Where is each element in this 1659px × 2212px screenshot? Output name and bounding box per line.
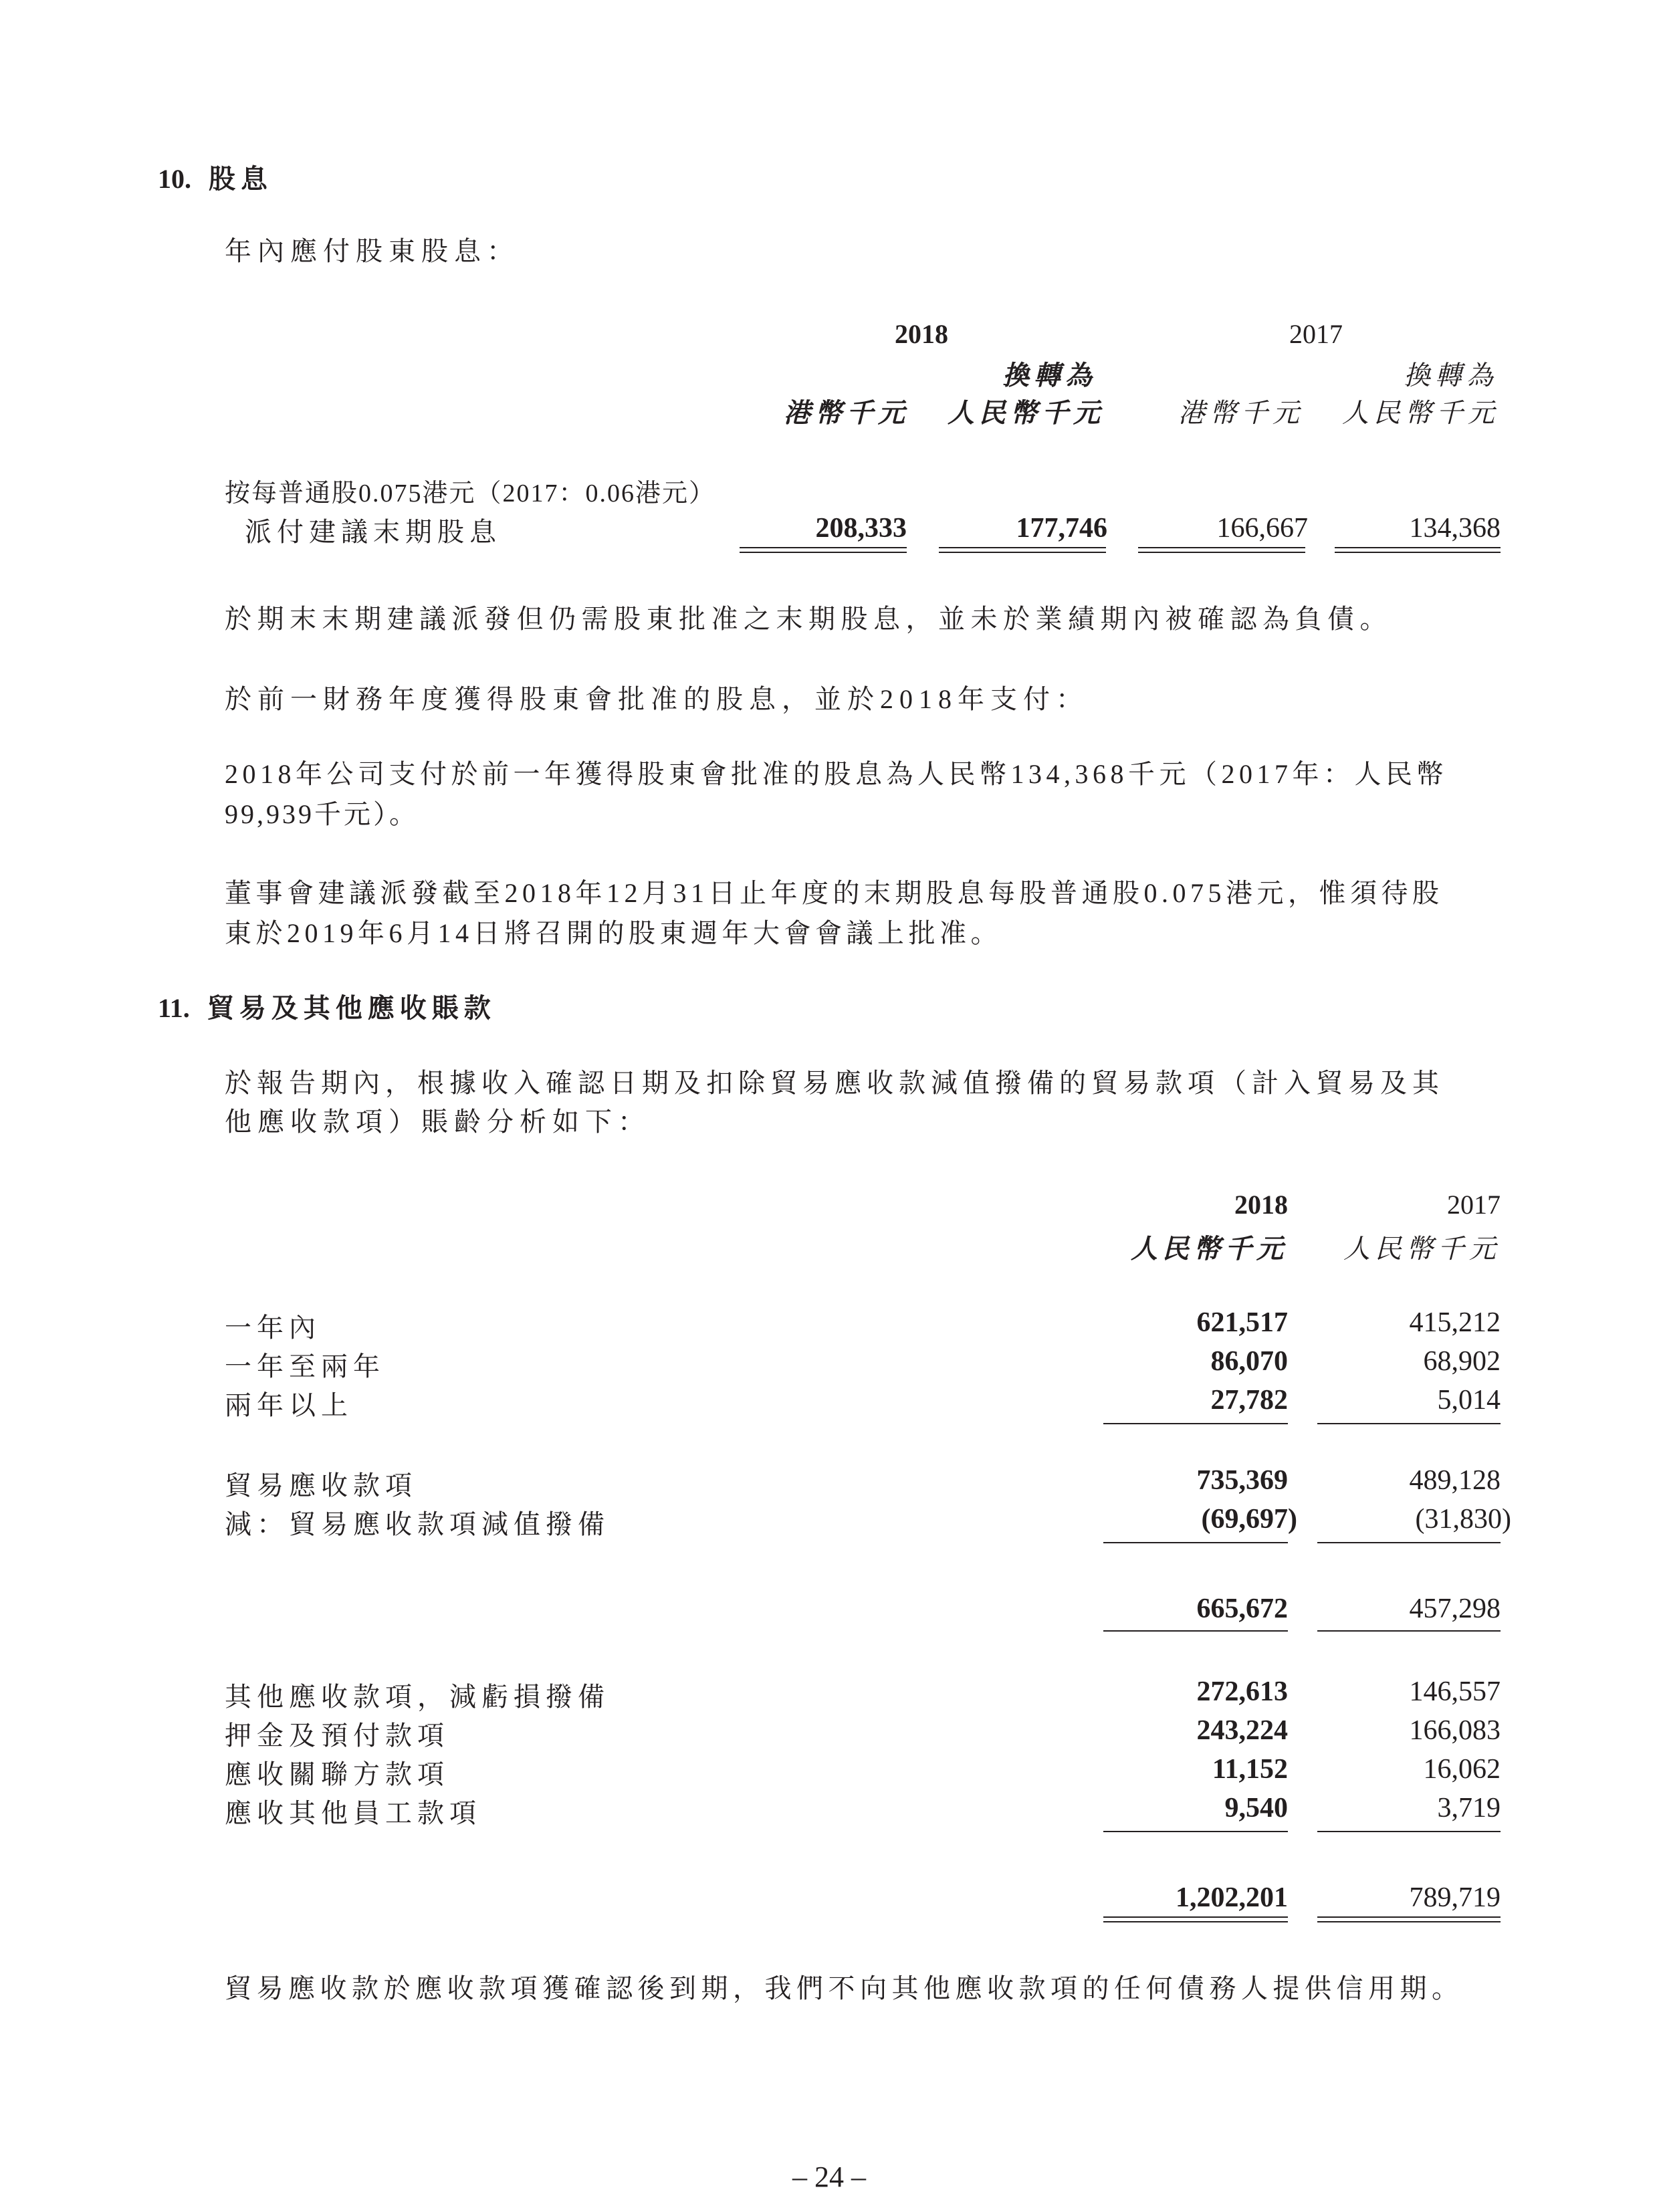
dividend-2018-rmb-label: 人民幣千元 bbox=[948, 398, 1105, 428]
section-11-heading bbox=[158, 987, 496, 1025]
other-2018-underline bbox=[1103, 1831, 1288, 1832]
trade-row-2017: 489,128 bbox=[1409, 1465, 1501, 1496]
total-2017-double-underline bbox=[1317, 1916, 1501, 1922]
aging-row-label: 一年至兩年 bbox=[225, 1351, 385, 1381]
dividend-2017-hkd-value: 166,667 bbox=[1216, 513, 1308, 544]
other-row-label: 應收關聯方款項 bbox=[225, 1759, 449, 1789]
other-row-2018: 9,540 bbox=[1224, 1793, 1288, 1823]
trade-row-label: 減：貿易應收款項減值撥備 bbox=[225, 1509, 610, 1539]
other-row-2018: 272,613 bbox=[1196, 1676, 1288, 1707]
total-2018-double-underline bbox=[1103, 1916, 1288, 1922]
dividend-2017-rmb-label: 人民幣千元 bbox=[1342, 398, 1499, 428]
section-10-para-4-line-2: 東於2019年6月14日將召開的股東週年大會會議上批准。 bbox=[225, 918, 1002, 948]
dividend-row-label-line2: 派付建議末期股息 bbox=[245, 517, 502, 547]
section-11-intro-line-2: 他應收款項）賬齡分析如下： bbox=[225, 1107, 651, 1137]
other-row-2017: 3,719 bbox=[1437, 1793, 1501, 1823]
aging-row-2017: 5,014 bbox=[1437, 1385, 1501, 1416]
other-row-2017: 146,557 bbox=[1409, 1676, 1501, 1707]
other-row-label: 其他應收款項，減虧損撥備 bbox=[225, 1682, 610, 1712]
trade-2018-underline bbox=[1103, 1542, 1288, 1543]
other-row-2017: 166,083 bbox=[1409, 1715, 1501, 1746]
aging-row-2018: 86,070 bbox=[1210, 1346, 1288, 1377]
dividend-2017-hkd-double-underline bbox=[1138, 547, 1305, 553]
other-row-label: 押金及預付款項 bbox=[225, 1721, 449, 1751]
receivables-2018-unit: 人民幣千元 bbox=[1131, 1234, 1288, 1264]
trade-2017-underline bbox=[1317, 1542, 1501, 1543]
section-11-footnote: 貿易應收款於應收款項獲確認後到期，我們不向其他應收款項的任何債務人提供信用期。 bbox=[225, 1973, 1464, 2003]
aging-row-label: 一年內 bbox=[225, 1313, 321, 1343]
aging-row-label: 兩年以上 bbox=[225, 1390, 353, 1420]
other-2017-underline bbox=[1317, 1831, 1501, 1832]
aging-row-2017: 415,212 bbox=[1409, 1307, 1501, 1338]
aging-row-2017: 68,902 bbox=[1423, 1346, 1501, 1377]
section-10-title: 股息 bbox=[209, 164, 273, 194]
aging-2017-underline bbox=[1317, 1423, 1501, 1424]
dividend-2018-hkd-label: 港幣千元 bbox=[784, 398, 909, 428]
dividend-2018-rmb-value: 177,746 bbox=[1016, 513, 1107, 544]
total-2018: 1,202,201 bbox=[1176, 1882, 1288, 1913]
dividend-year-2018: 2018 bbox=[895, 319, 948, 349]
section-10-para-4-line-1: 董事會建議派發截至2018年12月31日止年度的末期股息每股普通股0.075港元，惟須待股 bbox=[225, 878, 1444, 908]
net-trade-2018-underline bbox=[1103, 1630, 1288, 1632]
total-2017: 789,719 bbox=[1409, 1882, 1501, 1913]
section-10-para-1: 於期末末期建議派發但仍需股東批准之末期股息，並未於業績期內被確認為負債。 bbox=[225, 604, 1392, 634]
dividend-row-label-line1: 按每普通股0.075港元（2017：0.06港元） bbox=[225, 479, 716, 508]
other-row-2018: 243,224 bbox=[1196, 1715, 1288, 1746]
aging-2018-underline bbox=[1103, 1423, 1288, 1424]
dividend-2017-rmb-double-underline bbox=[1335, 547, 1501, 553]
section-11-title: 貿易及其他應收賬款 bbox=[207, 993, 496, 1023]
section-11-intro-line-1: 於報告期內，根據收入確認日期及扣除貿易應收款減值撥備的貿易款項（計入貿易及其 bbox=[225, 1068, 1444, 1098]
dividend-2017-hkd-label: 港幣千元 bbox=[1178, 398, 1304, 428]
aging-row-2018: 27,782 bbox=[1210, 1385, 1288, 1416]
net-trade-2017-underline bbox=[1317, 1630, 1501, 1632]
receivables-year-2017: 2017 bbox=[1447, 1190, 1501, 1220]
dividend-year-2017: 2017 bbox=[1289, 319, 1343, 349]
net-trade-2018: 665,672 bbox=[1196, 1593, 1288, 1624]
other-row-label: 應收其他員工款項 bbox=[225, 1798, 481, 1828]
receivables-2017-unit: 人民幣千元 bbox=[1343, 1234, 1501, 1264]
aging-row-2018: 621,517 bbox=[1196, 1307, 1288, 1338]
section-10-intro: 年內應付股東股息： bbox=[225, 236, 520, 266]
dividend-2017-rmb-value: 134,368 bbox=[1409, 513, 1501, 544]
section-10-heading bbox=[158, 158, 273, 196]
dividend-2018-converted-label: 換轉為 bbox=[1002, 360, 1097, 391]
page-number: – 24 – bbox=[792, 2161, 866, 2193]
dividend-2018-hkd-double-underline bbox=[740, 547, 907, 553]
dividend-2018-hkd-value: 208,333 bbox=[815, 513, 907, 544]
trade-row-2018: 735,369 bbox=[1196, 1465, 1288, 1496]
other-row-2017: 16,062 bbox=[1423, 1754, 1501, 1785]
section-10-para-3-line-2: 99,939千元）。 bbox=[225, 799, 419, 829]
net-trade-2017: 457,298 bbox=[1409, 1593, 1501, 1624]
section-10-para-3-line-1: 2018年公司支付於前一年獲得股東會批准的股息為人民幣134,368千元（2017年：人民幣 bbox=[225, 759, 1448, 789]
trade-row-2017: (31,830) bbox=[1415, 1504, 1511, 1535]
dividend-2017-converted-label: 換轉為 bbox=[1404, 360, 1498, 391]
section-10-number: 10. bbox=[158, 164, 191, 194]
section-10-para-2: 於前一財務年度獲得股東會批准的股息，並於2018年支付： bbox=[225, 684, 1089, 714]
section-11-number: 11. bbox=[158, 993, 190, 1023]
dividend-2018-rmb-double-underline bbox=[939, 547, 1106, 553]
trade-row-2018: (69,697) bbox=[1201, 1504, 1297, 1535]
receivables-year-2018: 2018 bbox=[1234, 1190, 1288, 1220]
trade-row-label: 貿易應收款項 bbox=[225, 1470, 417, 1501]
other-row-2018: 11,152 bbox=[1212, 1754, 1288, 1785]
